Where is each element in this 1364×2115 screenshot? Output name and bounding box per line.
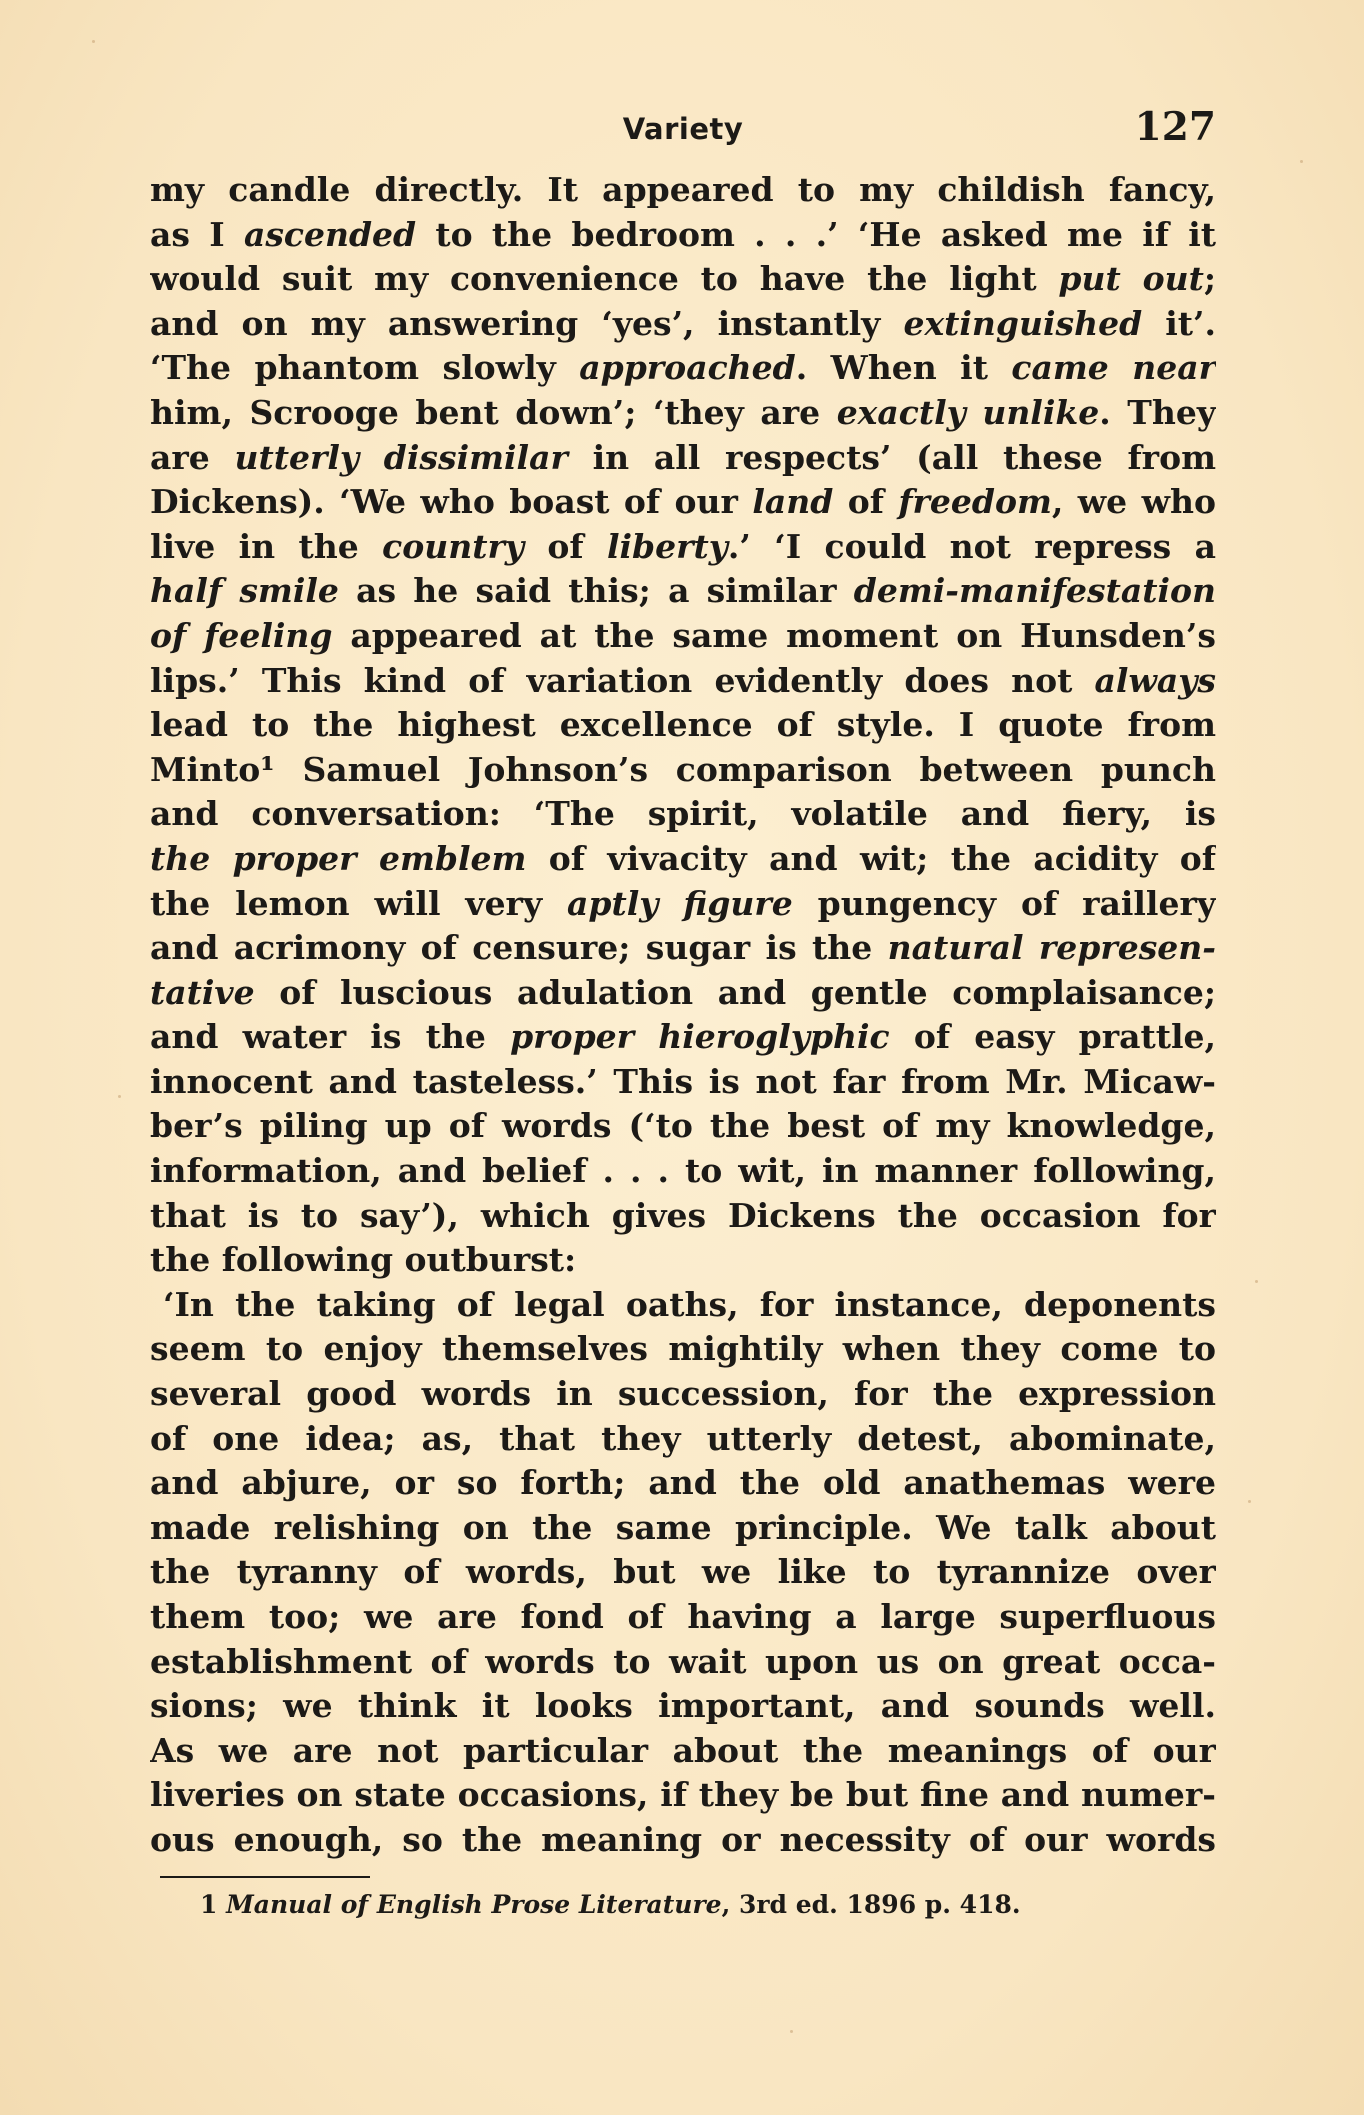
text-run: the following outburst:: [150, 1240, 577, 1280]
text-run: him, Scrooge bent down’; ‘they are: [150, 392, 837, 432]
page-header: [150, 102, 1216, 152]
text-line: [150, 703, 1216, 748]
text-run: As we are not particular about the meanings of our: [150, 1730, 1216, 1770]
text-run: that is to say’), which gives Dickens the occasion for: [150, 1195, 1216, 1235]
text-run: the lemon will very: [150, 883, 568, 923]
italic-phrase: of feeling: [150, 615, 333, 655]
text-run: as I: [150, 214, 244, 254]
text-run: lips.’ This kind of variation evidently does not: [150, 660, 1095, 700]
italic-phrase: proper hieroglyphic: [510, 1017, 890, 1057]
italic-phrase: came near: [1011, 348, 1216, 388]
italic-phrase: ascended: [243, 214, 417, 254]
italic-phrase: extinguished: [903, 303, 1143, 343]
text-line: [150, 659, 1216, 704]
text-line: [150, 1729, 1216, 1774]
text-run: of easy prattle,: [889, 1017, 1216, 1057]
text-line: [150, 1104, 1216, 1149]
text-run: lead to the highest excellence of style. I quote from: [150, 705, 1216, 745]
text-run: and water is the: [150, 1017, 511, 1057]
text-line: [150, 1149, 1216, 1194]
text-line: [150, 882, 1216, 927]
text-line: [150, 926, 1216, 971]
italic-phrase: demi-manifestation: [853, 571, 1216, 611]
text-line: [150, 525, 1216, 570]
text-run: of vivacity and wit; the acidity of: [526, 838, 1216, 878]
text-run: ‘The phantom slowly: [150, 348, 580, 388]
text-line: [150, 213, 1216, 258]
text-run: several good words in succession, for the expression: [150, 1374, 1216, 1414]
italic-phrase: Manual of English Prose Literature: [226, 1890, 722, 1919]
text-line: [150, 480, 1216, 525]
paper-speck: [790, 2030, 793, 2033]
text-run: liveries on state occasions, if they be but fine and numer-: [150, 1775, 1216, 1815]
text-run: ber’s piling up of words (‘to the best of my knowledge,: [150, 1106, 1216, 1146]
paper-speck: [92, 40, 95, 43]
text-run: and on my answering ‘yes’, instantly: [150, 303, 904, 343]
text-line: [150, 1461, 1216, 1506]
paper-speck: [118, 1095, 121, 1098]
italic-phrase: country: [382, 526, 525, 566]
text-line: [150, 346, 1216, 391]
text-run: live in the: [150, 526, 383, 566]
text-run: information, and belief . . . to wit, in manner following,: [150, 1151, 1216, 1191]
text-line: [150, 391, 1216, 436]
italic-phrase: the proper emblem: [150, 838, 527, 878]
text-line: [150, 1238, 1216, 1283]
italic-phrase: utterly dissimilar: [234, 437, 568, 477]
text-line: [150, 1773, 1216, 1818]
paper-speck: [1255, 1280, 1258, 1283]
text-line: [150, 1417, 1216, 1462]
italic-phrase: freedom: [898, 482, 1052, 522]
text-run: ;: [1203, 259, 1216, 299]
text-run: ‘In the taking of legal oaths, for instance, deponents: [163, 1284, 1216, 1324]
running-head: Variety: [622, 112, 744, 146]
text-run: . When it: [795, 348, 1012, 388]
text-line: [150, 1283, 1216, 1328]
text-run: Dickens). ‘We who boast of our: [150, 482, 753, 522]
text-line: [150, 1372, 1216, 1417]
text-run: it’.: [1142, 303, 1216, 343]
text-run: as he said this; a similar: [338, 571, 854, 611]
text-run: of: [833, 482, 899, 522]
text-run: of: [524, 526, 607, 566]
italic-phrase: land: [752, 482, 834, 522]
italic-phrase: aptly figure: [567, 883, 793, 923]
text-line: [150, 436, 1216, 481]
text-run: of one idea; as, that they utterly detest, abominate,: [150, 1418, 1216, 1458]
text-line: [150, 1818, 1216, 1863]
text-run: , 3rd ed. 1896 p. 418.: [721, 1890, 1021, 1919]
text-run: and abjure, or so forth; and the old anathemas were: [150, 1463, 1216, 1503]
body-text: [150, 168, 1216, 1863]
text-line: [150, 1550, 1216, 1595]
italic-phrase: exactly unlike: [836, 392, 1100, 432]
footnote: [200, 1885, 1210, 1925]
text-line: [150, 1327, 1216, 1372]
text-line: [150, 1640, 1216, 1685]
text-line: [150, 257, 1216, 302]
text-line: [150, 1506, 1216, 1551]
text-line: [150, 302, 1216, 347]
paper-speck: [1248, 1500, 1251, 1503]
italic-phrase: liberty: [606, 526, 728, 566]
text-run: made relishing on the same principle. We talk about: [150, 1507, 1216, 1547]
text-run: ous enough, so the meaning or necessity of our words: [150, 1819, 1216, 1859]
text-run: , we who: [1051, 482, 1216, 522]
text-run: innocent and tasteless.’ This is not far from Mr. Micaw-: [150, 1061, 1216, 1101]
text-run: pungency of raillery: [792, 883, 1216, 923]
text-run: of luscious adulation and gentle complaisance;: [254, 972, 1216, 1012]
text-line: [150, 971, 1216, 1016]
text-run: would suit my convenience to have the light: [150, 259, 1059, 299]
text-line: [150, 1194, 1216, 1239]
text-line: [150, 569, 1216, 614]
italic-phrase: natural represen-: [887, 928, 1216, 968]
italic-phrase: tative: [150, 972, 255, 1012]
text-run: . They: [1099, 392, 1216, 432]
italic-phrase: half smile: [150, 571, 339, 611]
text-run: them too; we are fond of having a large superfluous: [150, 1597, 1216, 1636]
text-run: sions; we think it looks important, and sounds well.: [150, 1686, 1216, 1726]
text-line: [150, 837, 1216, 882]
italic-phrase: put out: [1058, 259, 1204, 299]
text-run: appeared at the same moment on Hunsden’s: [332, 615, 1216, 655]
text-run: Minto¹ Samuel Johnson’s comparison between punch: [150, 749, 1216, 789]
text-run: seem to enjoy themselves mightily when they come to: [150, 1329, 1216, 1369]
text-line: [150, 792, 1216, 837]
text-run: .’ ‘I could not repress a: [727, 526, 1216, 566]
text-run: to the bedroom . . .’ ‘He asked me if it: [416, 214, 1216, 254]
italic-phrase: always: [1094, 660, 1216, 700]
text-line: [150, 1060, 1216, 1105]
text-run: 1: [200, 1890, 227, 1919]
text-line: [150, 614, 1216, 659]
text-line: [150, 168, 1216, 213]
text-run: my candle directly. It appeared to my childish fancy,: [150, 170, 1216, 209]
text-run: and acrimony of censure; sugar is the: [150, 928, 888, 968]
paper-speck: [1300, 160, 1303, 163]
text-line: [150, 748, 1216, 793]
text-run: and conversation: ‘The spirit, volatile and fiery, is: [150, 794, 1216, 834]
footnote-rule: [160, 1876, 370, 1878]
text-run: in all respects’ (all these from: [567, 437, 1216, 477]
text-line: [150, 1595, 1216, 1640]
text-run: the tyranny of words, but we like to tyrannize over: [150, 1552, 1216, 1592]
text-run: establishment of words to wait upon us on great occa-: [150, 1641, 1216, 1681]
page-number: 127: [1134, 104, 1216, 150]
text-line: [150, 1015, 1216, 1060]
text-run: are: [150, 437, 235, 477]
italic-phrase: approached: [579, 348, 796, 388]
text-line: [150, 1684, 1216, 1729]
